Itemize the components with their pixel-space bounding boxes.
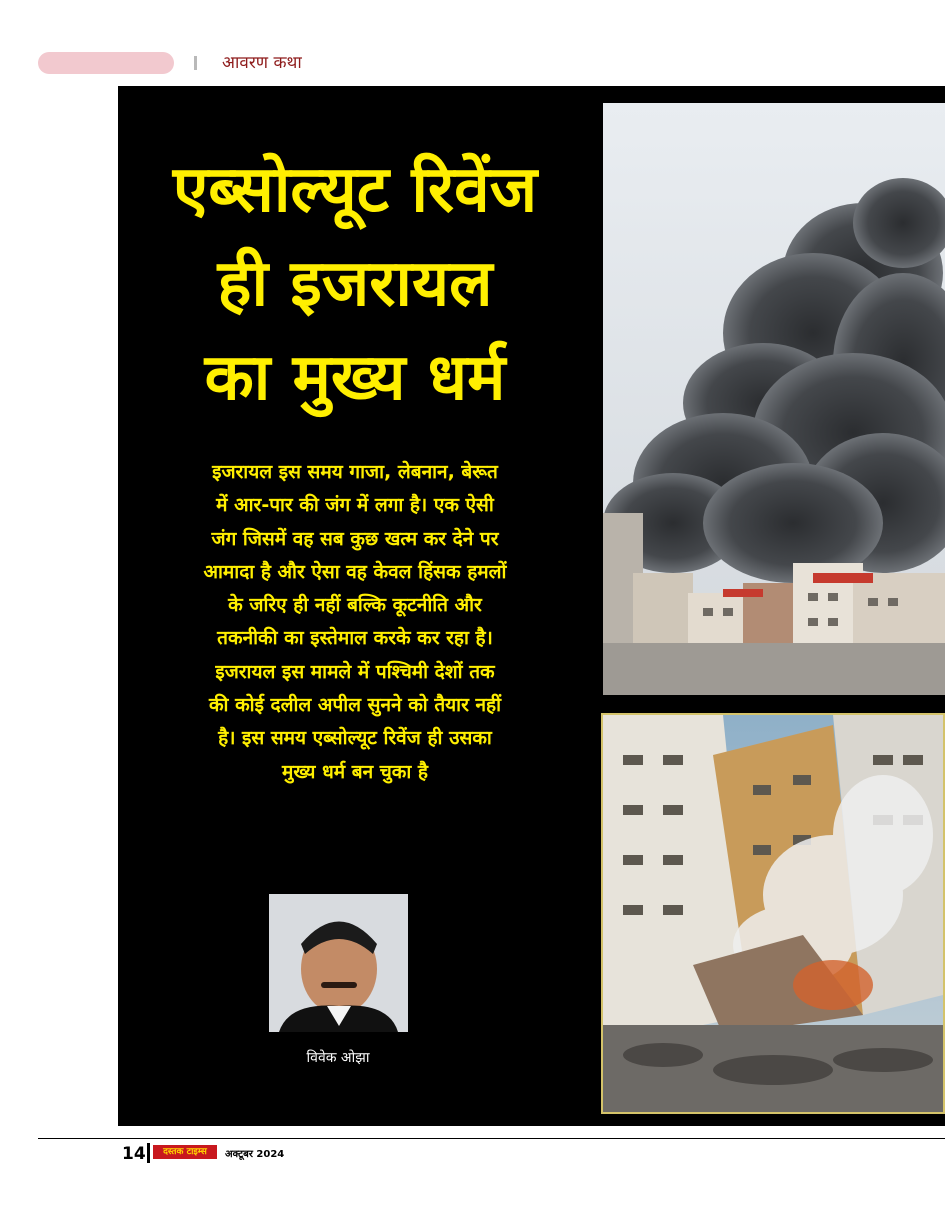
intro-paragraph [150,456,560,789]
intro-line: जंग जिसमें वह सब कुछ खत्म कर देने पर [211,527,499,550]
issue-date: अक्टूबर 2024 [225,1149,285,1160]
collapsed-building-photo [601,713,945,1114]
intro-line: मुख्य धर्म बन चुका है [281,760,429,783]
intro-line: में आर-पार की जंग में लगा है। एक ऐसी [216,494,494,517]
headline-line: का मुख्य धर्म [204,341,506,415]
headline-line: एब्सोल्यूट रिवेंज [172,153,538,227]
section-separator [194,56,197,70]
section-pill-decoration [38,52,174,74]
footer-separator [147,1143,150,1163]
smoke-over-city-photo [603,103,945,695]
intro-line: तकनीकी का इस्तेमाल करके कर रहा है। [217,627,493,650]
page-number: 14 [122,1144,146,1164]
footer-divider [38,1138,945,1139]
intro-line: है। इस समय एब्सोल्यूट रिवेंज ही उसका [218,727,492,750]
section-label: आवरण कथा [222,53,302,73]
author-photo [269,894,408,1032]
intro-line: आमादा है और ऐसा वह केवल हिंसक हमलों [203,560,507,583]
headline-line: ही इजरायल [217,247,493,321]
magazine-logo: दस्तक टाइम्स [153,1145,217,1159]
intro-line: की कोई दलील अपील सुनने को तैयार नहीं [208,694,502,717]
author-name: विवेक ओझा [306,1050,370,1066]
intro-line: इजरायल इस मामले में पश्चिमी देशों तक [215,660,495,683]
intro-line: इजरायल इस समय गाजा, लेबनान, बेरूत [212,461,498,483]
headline [124,143,586,425]
intro-line: के जरिए ही नहीं बल्कि कूटनीति और [228,594,482,617]
